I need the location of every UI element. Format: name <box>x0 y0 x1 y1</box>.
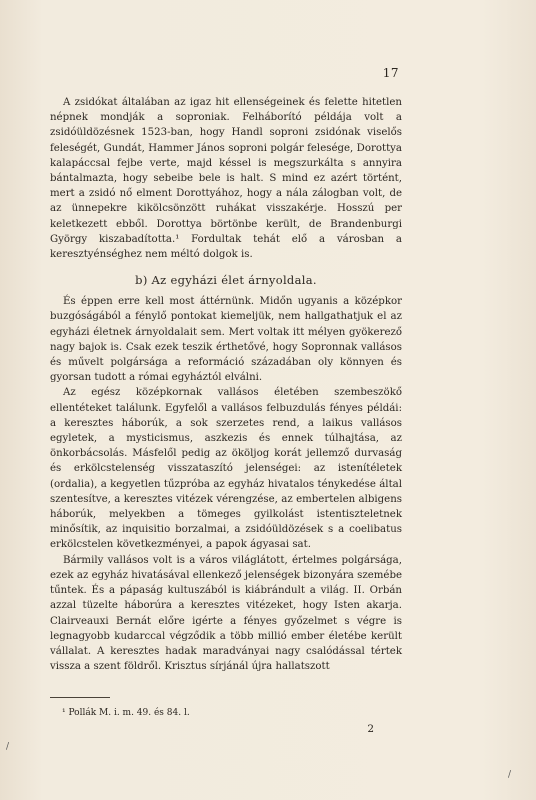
footnote-divider <box>50 697 110 698</box>
paragraph: És éppen erre kell most áttérnünk. Midőn ugyanis a középkor buzgóságából a fénylő pontokat kiemeljük, nem hallgathatjuk el az egyházi életnek árnyoldalait sem. Mert voltak itt mélyen gyökerező nagy bajok is. Csak ezek teszik érthetővé, hogy Sopronnak vallásos és művelt polgársága a reformáció századában oly könnyen és gyorsan tudott a római egyháztól elválni. <box>50 296 402 384</box>
pencil-mark: / <box>508 770 512 780</box>
sheet-signature: 2 <box>367 723 374 735</box>
pencil-mark: / <box>6 742 10 752</box>
section-heading: b) Az egyházi élet árnyoldala. <box>135 273 317 288</box>
footnote: ¹ Pollák M. i. m. 49. és 84. l. <box>62 708 190 718</box>
paragraph: Bármily vallásos volt is a város világlátott, értelmes polgársága, ezek az egyház hivatásával ellenkező jelenségek bizonyára szemébe tűntek. És a pápaság kultuszából is kiábrándult a világ. II. Orbán azzal tüzelte háborúra a keresztes vitézeket, hogy Isten akarja. Clairveauxi Bernát előre igérte a fényes győzelmet s végre is legnagyobb kudarccal végződik a több millió ember életébe került vállalat. A keresztes hadak maradványai nagy csalódással tértek vissza a szent földről. Krisztus sírjánál újra hallatszott <box>50 554 402 673</box>
paragraph: A zsidókat általában az igaz hit ellenségeinek és felette hitetlen népnek mondják a soproniak. Felháborító példája volt a zsidóüldözésnek 1523-ban, hogy Handl soproni zsidónak viselős feleségét, Gundát, Hammer János soproni polgár felesége, Dorottya kalapáccsal fejbe verte, majd késsel is megszurkálta s annyira bántalmazta, hogy sebeibe bele is halt. S mind ez azért történt, mert a zsidó nő elment Dorottyához, hogy a nála zálogban volt, de az ünnepekre kikölcsönzött ruhákat visszakérje. Hosszú per keletkezett ebből. Dorottya börtönbe került, de Brandenburgi György kiszabadította.¹ Fordultak tehát elő a városban a keresztyénséghez nem méltó dolgok is. <box>50 97 402 261</box>
page-number: 17 <box>382 66 399 80</box>
body-text <box>50 95 402 674</box>
paragraph: Az egész középkornak vallásos életében szembeszökő ellentéteket találunk. Egyfelől a vallásos felbuzdulás fényes példái: a keresztes háborúk, a sok szerzetes rend, a laikus vallásos egyletek, a mysticismus, aszkezis és ennek túlhajtása, az önkorbácsolás. Másfelől pedig az ököljog korát jellemző durvaság és erkölcstelenség visszataszító jelenségei: az istenítéletek (ordalia), a kegyetlen tűzpróba az egyház hivatalos ténykedése által szentesítve, a keresztes vitézek vérengzése, az embertelen albigens háborúk, melyekben a tömeges gyilkolást istentiszteletnek minősítik, az inquisitio borzalmai, a zsidóüldözések s a coelibatus erkölcstelen következményei, a papok ágyasai sat. <box>50 387 402 551</box>
